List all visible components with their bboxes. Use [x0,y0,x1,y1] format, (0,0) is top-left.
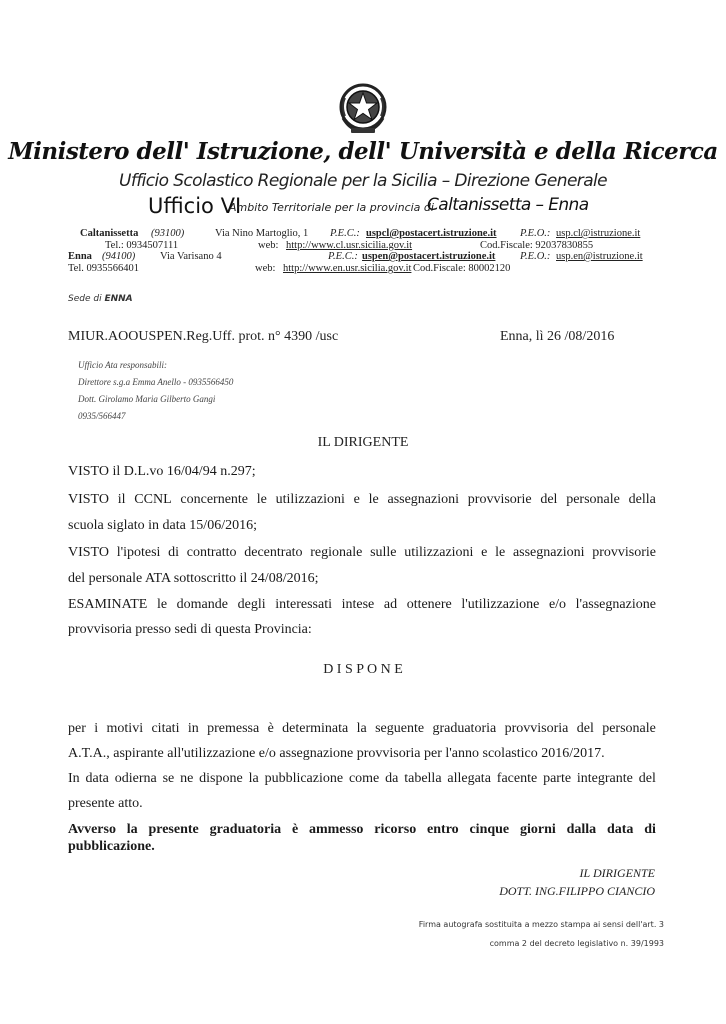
word: provvisorie [467,492,532,507]
word: seguente [375,721,425,736]
word: ottenere [406,597,452,612]
word: dalla [566,822,597,837]
caltanissetta-pec-link[interactable]: uspcl@postacert.istruzione.it [366,228,497,239]
word: allegata [447,771,491,786]
word: assegnazioni [387,492,460,507]
word: facente [496,771,538,786]
word: In [68,771,80,786]
word: ne [180,771,194,786]
word: il [117,492,126,507]
word: parte [543,771,572,786]
signature-role: IL DIRIGENTE [579,866,655,880]
word: domande [176,597,228,612]
word: e/o [548,597,567,612]
word: l'ipotesi [116,545,161,560]
signature-legal-note: comma 2 del decreto legislativo n. 39/1993 [489,939,664,948]
word: odierna [114,771,157,786]
word: premessa [207,721,260,736]
sede-label: Sede di ENNA [68,294,133,304]
word: è [267,721,274,736]
word: ricorso [374,822,417,837]
word: motivi [106,721,144,736]
word: ad [383,597,398,612]
word: CCNL [134,492,172,507]
word: e [481,545,488,560]
decision-paragraph [68,721,656,737]
appeal-notice [68,822,656,838]
publication-paragraph-continuation: presente atto. [68,796,143,811]
word: provvisoria [504,721,569,736]
word: tabella [404,771,442,786]
word: i [94,721,99,736]
word: graduatoria [432,721,497,736]
word: entro [427,822,459,837]
enna-city: Enna [68,251,92,262]
word: degli [237,597,266,612]
responsabili-line: Dott. Girolamo Maria Gilberto Gangi [78,394,216,404]
document-title: IL DIRIGENTE [317,435,409,450]
esaminate-clause-continuation: provvisoria presso sedi di questa Provincia: [68,622,312,637]
enna-web-label: web: [255,263,276,274]
responsabili-line: 0935/566447 [78,411,126,421]
word: come [348,771,380,786]
word: la [356,721,367,736]
signature-legal-note: Firma autografa sostituita a mezzo stampa ai sensi dell'art. 3 [418,920,664,929]
visto-clause-continuation: scuola siglato in data 15/06/2016; [68,518,257,533]
ministry-title: Ministero dell' Istruzione, dell' Università e della Ricerca [8,138,718,165]
enna-web-link[interactable]: http://www.en.usr.sicilia.gov.it [283,263,412,274]
enna-pec-label: P.E.C.: [328,251,358,262]
word: le [368,492,379,507]
word: presente [148,822,199,837]
publication-paragraph [68,771,656,787]
word: decentrato [244,545,303,560]
territorial-scope: Ambito Territoriale per la provincia di [229,201,434,214]
caltanissetta-codfiscale: Cod.Fiscale: 92037830855 [480,240,594,251]
word: da [385,771,399,786]
word: VISTO [68,492,109,507]
visto-clause [68,492,656,508]
word: l'assegnazione [575,597,656,612]
document-date: Enna, lì 26 /08/2016 [500,329,615,344]
word: di [168,545,180,560]
word: ammesso [308,822,364,837]
word: l'utilizzazione [461,597,540,612]
word: le [256,492,267,507]
word: utilizzazioni [404,545,474,560]
caltanissetta-address: Via Nino Martoglio, 1 [215,228,309,239]
word: cinque [469,822,510,837]
word: provvisorie [592,545,656,560]
word: del [638,771,656,786]
caltanissetta-pec-label: P.E.C.: [330,228,360,239]
visto-clause [68,545,656,561]
caltanissetta-peo-link[interactable]: usp.cl@istruzione.it [556,228,641,239]
word: data [85,771,109,786]
word: utilizzazioni [275,492,345,507]
word: citati [151,721,180,736]
word: in [187,721,199,736]
enna-tel: Tel. 0935566401 [68,263,140,274]
word: interessati [275,597,332,612]
word: è [291,822,299,837]
signature-name: DOTT. ING.FILIPPO CIANCIO [499,884,655,898]
enna-pec-link[interactable]: uspen@postacert.istruzione.it [362,251,496,262]
word: intese [341,597,375,612]
esaminate-clause [68,597,656,613]
word: VISTO [68,545,109,560]
enna-peo-label: P.E.O.: [520,251,551,262]
word: sulle [370,545,397,560]
word: le [495,545,506,560]
word: data [606,822,634,837]
visto-clause-continuation: del personale ATA sottoscritto il 24/08/2016; [68,571,319,586]
word: e [353,492,360,507]
word: personale [566,492,620,507]
word: dispone [199,771,243,786]
caltanissetta-peo-label: P.E.O.: [520,228,551,239]
word: per [68,721,86,736]
province-names: Caltanissetta – Enna [427,195,589,215]
responsabili-line: Direttore s.g.a Emma Anello - 0935566450 [78,377,234,387]
word: concernente [180,492,249,507]
word: di [644,822,656,837]
caltanissetta-tel: Tel.: 0934507111 [105,240,179,251]
enna-codfiscale: Cod.Fiscale: 80002120 [413,263,511,274]
enna-cap: (94100) [102,251,136,262]
caltanissetta-web-link[interactable]: http://www.cl.usr.sicilia.gov.it [286,240,413,251]
word: Avverso [68,822,116,837]
appeal-notice-continuation: pubblicazione. [68,839,155,854]
word: graduatoria [209,822,282,837]
regional-office-title: Ufficio Scolastico Regionale per la Sicilia – Direzione Generale [119,171,607,191]
visto-clause: VISTO il D.L.vo 16/04/94 n.297; [68,464,256,479]
responsabili-line: Ufficio Ata responsabili: [78,360,167,370]
enna-peo-link[interactable]: usp.en@istruzione.it [556,251,643,262]
word: la [126,822,138,837]
word: contratto [186,545,237,560]
caltanissetta-web-label: web: [258,240,279,251]
protocol-number: MIUR.AOOUSPEN.Reg.Uff. prot. n° 4390 /usc [68,329,339,344]
word: giorni [519,822,556,837]
office-number: Ufficio VI [148,194,242,218]
word: determinata [282,721,349,736]
word: del [576,721,594,736]
enna-address: Via Varisano 4 [160,251,222,262]
word: personale [602,721,656,736]
word: assegnazioni [512,545,585,560]
word: le [156,597,168,612]
caltanissetta-cap: (93100) [151,228,185,239]
word: la [248,771,259,786]
word: regionale [310,545,363,560]
word: pubblicazione [264,771,344,786]
word: del [540,492,558,507]
word: integrante [576,771,633,786]
word: se [162,771,175,786]
word: ESAMINATE [68,597,148,612]
word: della [628,492,656,507]
decision-paragraph-continuation: A.T.A., aspirante all'utilizzazione e/o assegnazione provvisoria per l'anno scolastico 2016/2017. [68,746,605,761]
caltanissetta-city: Caltanissetta [80,228,139,239]
italian-republic-emblem-icon [337,80,389,138]
dispone-heading: D I S P O N E [323,662,403,677]
